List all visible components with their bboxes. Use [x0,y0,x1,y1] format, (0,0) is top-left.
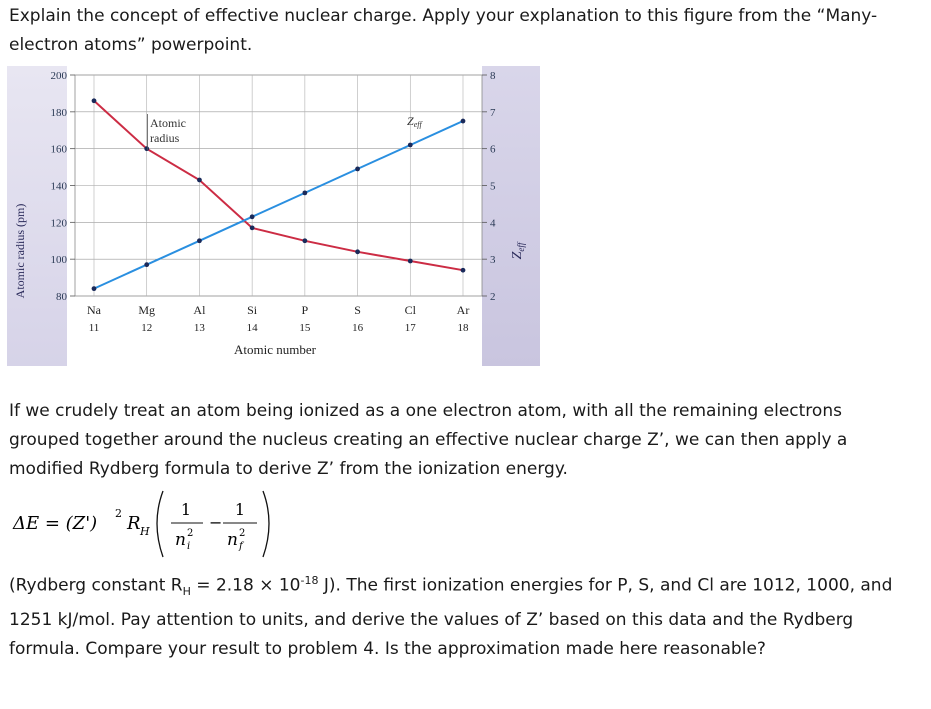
x-element-label: Cl [404,303,416,317]
final-sup: -18 [300,574,319,587]
zeff-point [461,119,466,124]
right-tick-label: 7 [490,106,496,119]
formula-numerator-2: 1 [234,500,246,519]
right-tick-label: 3 [490,254,496,267]
left-tick-label: 100 [50,254,67,267]
x-number-label: 18 [457,322,469,334]
zeff-series-label: Zeff [407,114,422,129]
formula-exponent: 2 [115,507,122,520]
paragraph-model: If we crudely treat an atom being ionized as a one electron atom, with all the remaining electrons grouped together around the nucleus creating an effective nuclear charge Z’, we can then apply a modified Rydberg formula to derive Z’ from the ionization energy. [9,401,848,479]
final-sub: H [182,585,191,599]
zeff-point [408,143,413,148]
x-element-label: S [354,303,361,317]
atomic-radius-point [250,225,255,230]
formula-lhs: ΔE = (Z') [13,513,98,534]
formula-denom-f-sub: f [239,541,243,552]
x-element-label: Na [87,303,101,317]
x-number-label: 13 [193,322,205,334]
x-element-label: Si [247,303,258,317]
x-axis-title: Atomic number [234,342,316,357]
final-part1: (Rydberg constant R [9,575,183,596]
x-element-label: Ar [456,303,470,317]
x-axis-ticks [87,303,469,334]
radius-series-label-line2: radius [150,131,180,145]
left-tick-label: 180 [50,106,67,119]
formula-rydberg: R [127,513,141,534]
x-element-label: P [301,303,309,317]
right-tick-label: 6 [490,143,496,156]
final-part2: = 2.18 × 10 [190,575,301,596]
x-element-label: Mg [138,303,156,317]
left-tick-label: 120 [50,217,67,230]
x-number-label: 14 [246,322,258,334]
formula-denom-f-sq: 2 [239,528,246,539]
right-tick-label: 2 [490,291,496,303]
x-number-label: 11 [88,322,100,334]
final-part3: J). The first ionization energies for P, S, and Cl are 1012, 1000, and 1251 kJ/mol. Pay attention to units, and derive the values of Z’ based on this data and the Rydberg formula. Compare your result to problem 4. Is the approximation made here reasonable? [9,575,893,660]
formula-denom-f: n [227,530,238,550]
right-tick-label: 8 [490,70,496,82]
formula-denom-i-sq: 2 [187,528,194,539]
atomic-radius-point [197,178,202,183]
atomic-radius-point [355,249,360,254]
zeff-radius-chart [7,66,540,366]
x-number-label: 17 [404,322,416,334]
zeff-point [144,262,149,267]
x-number-label: 12 [141,322,153,334]
x-number-label: 15 [299,322,311,334]
left-axis-title: Atomic radius (pm) [13,203,27,299]
radius-label-leader [147,114,148,150]
left-tick-label: 140 [50,180,67,193]
right-tick-label: 5 [490,180,496,193]
formula-minus: − [209,513,223,532]
right-axis-title: $Z_{eff}$ [510,242,526,260]
left-tick-label: 160 [50,143,67,156]
zeff-point [197,238,202,243]
formula-denom-i-sub: i [187,541,191,552]
right-tick-label: 4 [490,217,496,230]
atomic-radius-point [302,238,307,243]
formula-numerator-1: 1 [180,500,192,519]
atomic-radius-point [461,268,466,273]
formula-denom-i: n [175,530,186,550]
zeff-point [355,167,360,172]
zeff-point [302,190,307,195]
atomic-radius-point [92,98,97,103]
x-number-label: 16 [352,322,364,334]
atomic-radius-point [144,146,149,151]
zeff-point [92,286,97,291]
question-intro: Explain the concept of effective nuclear charge. Apply your explanation to this figure from the “Many-electron atoms” powerpoint. [9,6,878,55]
left-tick-label: 80 [56,291,67,303]
radius-series-label-line1: Atomic [150,116,186,130]
paragraph-final [9,566,919,664]
x-element-label: Al [193,303,206,317]
left-tick-label: 200 [50,70,67,82]
formula-rydberg-sub: H [140,525,150,538]
formula-right-paren [263,491,269,557]
atomic-radius-point [408,259,413,264]
rydberg-formula [9,485,279,565]
formula-left-paren [157,491,163,557]
zeff-point [250,214,255,219]
